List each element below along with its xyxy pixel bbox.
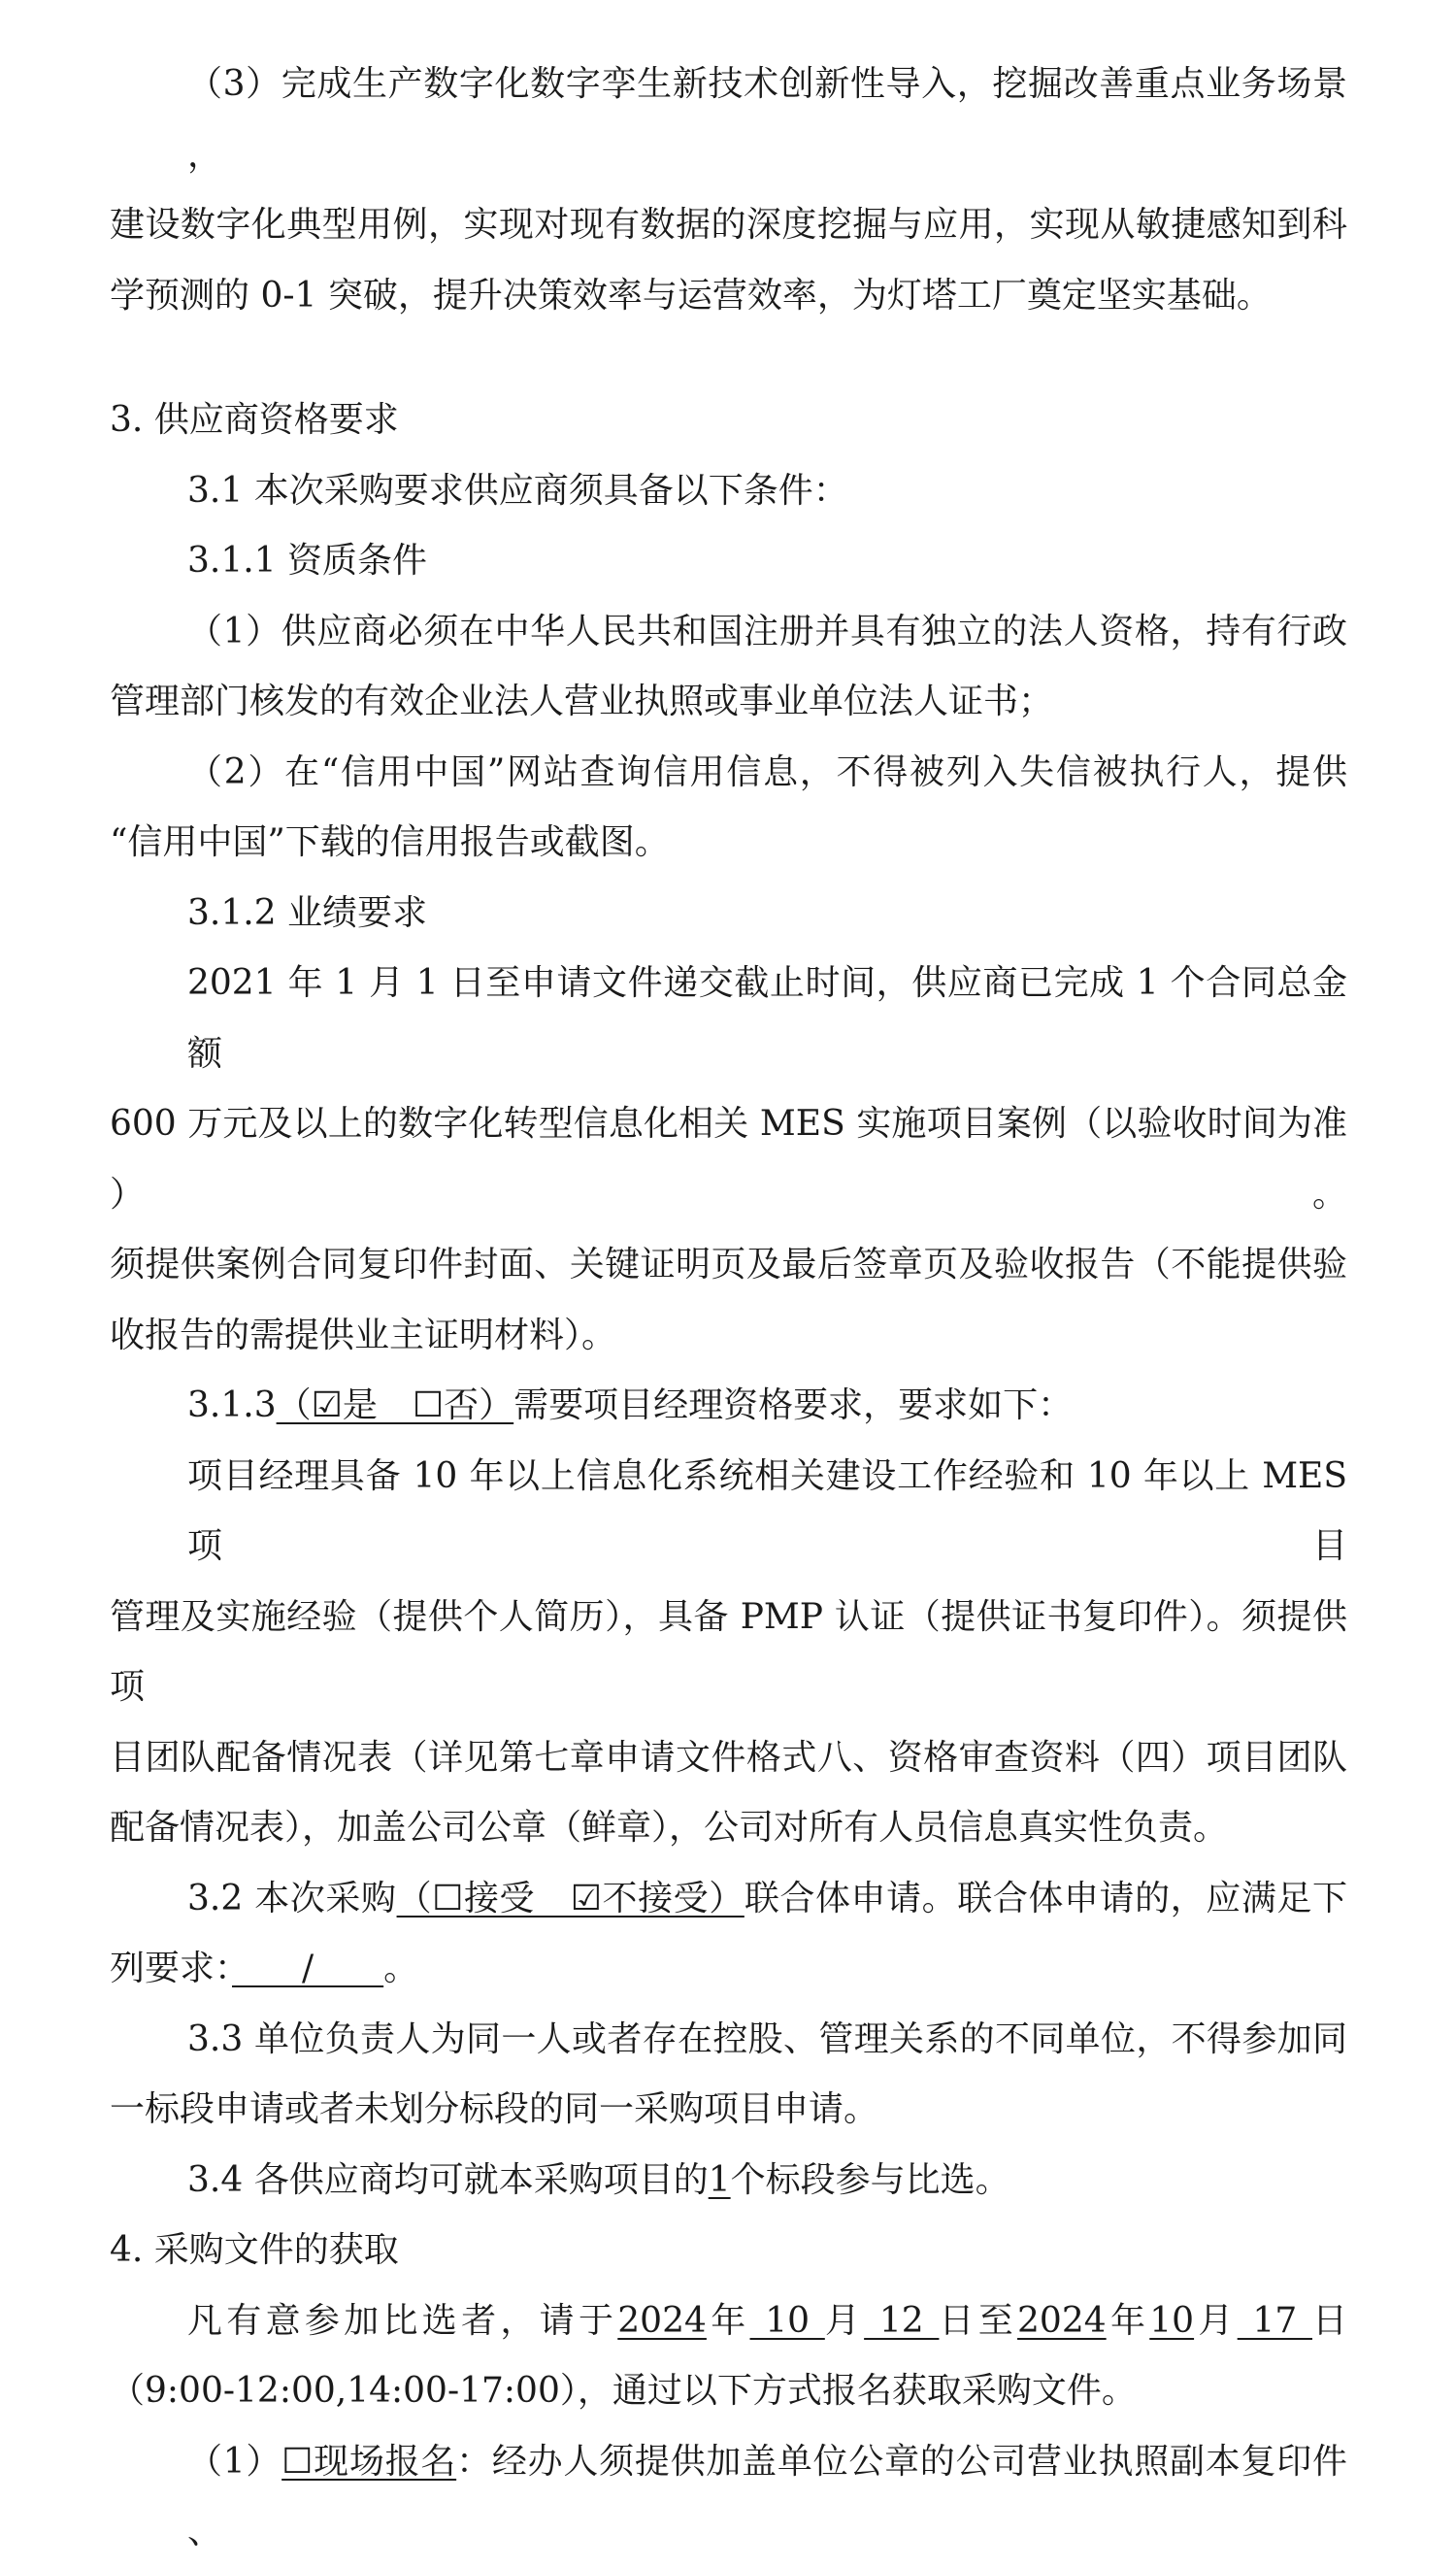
underlined-field: 10 — [749, 2300, 825, 2341]
text-line — [110, 2356, 1347, 2427]
text-segment: 收报告的需提供业主证明材料）。 — [110, 1315, 617, 1355]
text-segment: 目团队配备情况表（详见第七章申请文件格式八、资格审查资料（四）项目团队 — [110, 1737, 1347, 1778]
underlined-field: 12 — [864, 2300, 940, 2341]
text-segment: （3）完成生产数字化数字孪生新技术创新性导入，挖掘改善重点业务场景， — [187, 64, 1347, 175]
text-segment: 3. 供应商资格要求 — [110, 400, 399, 440]
text-segment: 一标段申请或者未划分标段的同一采购项目申请。 — [110, 2089, 879, 2129]
text-segment: 3.1.2 业绩要求 — [187, 892, 428, 933]
text-segment: 600 万元及以上的数字化转型信息化相关 MES 实施项目案例（以验收时间为准）。 — [110, 1104, 1347, 1215]
text-segment: 月 — [1194, 2300, 1238, 2341]
text-segment: （9:00-12:00,14:00-17:00），通过以下方式报名获取采购文件。 — [110, 2371, 1137, 2411]
underlined-field: 2024 — [617, 2300, 707, 2341]
text-segment: ：经办人须提供加盖单位公章的公司营业执照副本复印件、 — [187, 2441, 1347, 2551]
section-heading — [110, 385, 1347, 456]
text-segment: 年 — [1106, 2300, 1150, 2341]
text-segment: 月 — [824, 2300, 865, 2341]
text-segment: 3.1 本次采购要求供应商须具备以下条件： — [187, 470, 848, 511]
text-line — [110, 2005, 1347, 2076]
text-segment: （2）在“信用中国”网站查询信用信息，不得被列入失信被执行人，提供 — [187, 751, 1347, 792]
text-segment: 列要求： — [110, 1949, 233, 1988]
section-heading — [110, 2216, 1347, 2286]
underlined-field: 2024 — [1017, 2300, 1107, 2341]
text-segment: 个标段参与比选。 — [730, 2159, 1010, 2200]
underlined-field: ☐现场报名 — [281, 2441, 457, 2482]
text-segment: “信用中国”下载的信用报告或截图。 — [110, 822, 670, 862]
text-line — [110, 597, 1347, 668]
text-line — [110, 2427, 1347, 2568]
text-segment: 建设数字化典型用例，实现对现有数据的深度挖掘与应用，实现从敏捷感知到科 — [110, 205, 1347, 245]
text-segment: 须提供案例合同复印件封面、关键证明页及最后签章页及验收报告（不能提供验 — [110, 1245, 1347, 1284]
underlined-field: 1 — [708, 2159, 731, 2200]
text-segment: 3.3 单位负责人为同一人或者存在控股、管理关系的不同单位，不得参加同 — [187, 2018, 1347, 2059]
underlined-field: （☑是 ☐否） — [276, 1385, 514, 1425]
text-line — [110, 1934, 1347, 2005]
text-segment: 3.2 本次采购 — [187, 1878, 397, 1918]
text-line — [110, 949, 1347, 1089]
text-segment: 凡有意参加比选者，请于 — [187, 2300, 618, 2341]
text-segment: 联合体申请。联合体申请的，应满足下 — [744, 1878, 1347, 1918]
text-line — [110, 1583, 1347, 1723]
text-segment: 4. 采购文件的获取 — [110, 2230, 399, 2270]
text-line — [110, 738, 1347, 809]
text-line — [110, 190, 1347, 261]
document-page — [110, 50, 1347, 2568]
underlined-field: 10 — [1149, 2300, 1195, 2341]
text-segment: 管理部门核发的有效企业法人营业执照或事业单位法人证书； — [110, 682, 1054, 721]
text-line — [110, 808, 1347, 879]
text-segment: 年 — [706, 2300, 750, 2341]
text-segment: 日 — [1311, 2300, 1347, 2341]
text-segment: 需要项目经理资格要求，要求如下： — [513, 1385, 1074, 1425]
text-segment: 3.1.3 — [187, 1385, 277, 1425]
text-line — [110, 667, 1347, 738]
text-line — [110, 1301, 1347, 1372]
text-line — [110, 2286, 1347, 2357]
text-line — [110, 456, 1347, 527]
text-segment: 学预测的 0-1 突破，提升决策效率与运营效率，为灯塔工厂奠定坚实基础。 — [110, 275, 1272, 316]
text-line — [110, 526, 1347, 597]
text-segment: 3.1.1 资质条件 — [187, 541, 428, 581]
underlined-field: （☐接受 ☑不接受） — [396, 1878, 745, 1918]
underlined-field: 17 — [1237, 2300, 1312, 2341]
text-line — [110, 2075, 1347, 2146]
text-segment: 配备情况表），加盖公司公章（鲜章），公司对所有人员信息真实性负责。 — [110, 1808, 1229, 1848]
text-line — [110, 879, 1347, 950]
text-segment: 2021 年 1 月 1 日至申请文件递交截止时间，供应商已完成 1 个合同总金额 — [187, 963, 1347, 1074]
text-line — [110, 1089, 1347, 1230]
text-segment: （1） — [187, 2441, 282, 2482]
text-line — [110, 2146, 1347, 2217]
text-line — [110, 1864, 1347, 1935]
text-segment: 项目经理具备 10 年以上信息化系统相关建设工作经验和 10 年以上 MES 项目 — [187, 1455, 1347, 1566]
text-segment: （1）供应商必须在中华人民共和国注册并具有独立的法人资格，持有行政 — [187, 611, 1347, 651]
text-segment: 。 — [383, 1949, 419, 1988]
underlined-field: / — [232, 1949, 384, 1988]
text-line — [110, 1723, 1347, 1794]
text-line — [110, 1793, 1347, 1864]
text-segment: 3.4 各供应商均可就本采购项目的 — [187, 2159, 709, 2200]
text-line — [110, 261, 1347, 332]
text-line — [110, 1371, 1347, 1442]
text-line — [110, 50, 1347, 190]
text-segment: 日至 — [939, 2300, 1018, 2341]
text-segment: 管理及实施经验（提供个人简历），具备 PMP 认证（提供证书复印件）。须提供项 — [110, 1596, 1347, 1707]
text-line — [110, 1230, 1347, 1301]
text-line — [110, 1442, 1347, 1583]
